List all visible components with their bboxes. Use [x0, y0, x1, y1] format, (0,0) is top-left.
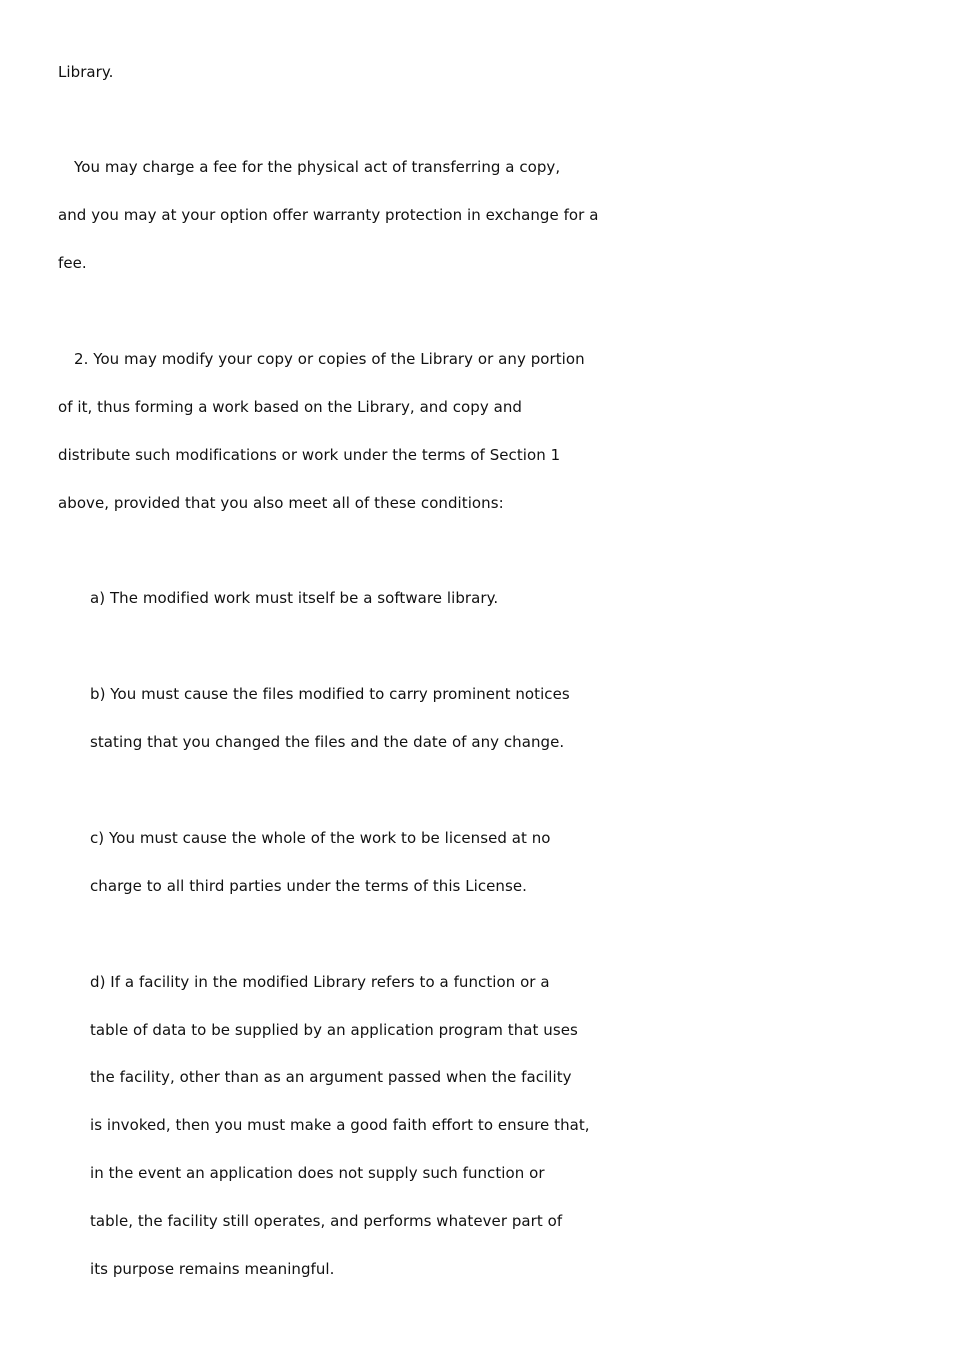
text-line: 2. You may modify your copy or copies of the Library or any portion: [74, 350, 585, 368]
text-line: of it, thus forming a work based on the Library, and copy and: [58, 398, 522, 416]
text-line: c) You must cause the whole of the work to be licensed at no: [90, 829, 551, 847]
text-line: in the event an application does not supply such function or: [90, 1164, 545, 1182]
text-line: distribute such modifications or work under the terms of Section 1: [58, 446, 561, 464]
text-line: and you may at your option offer warranty protection in exchange for a: [58, 206, 599, 224]
text-line: Library.: [58, 63, 114, 81]
text-line: a) The modified work must itself be a software library.: [90, 589, 499, 607]
text-line: table of data to be supplied by an application program that uses: [90, 1021, 578, 1039]
text-line: above, provided that you also meet all of these conditions:: [58, 494, 504, 512]
text-line: the facility, other than as an argument passed when the facility: [90, 1068, 572, 1086]
text-line: fee.: [58, 254, 87, 272]
text-line: charge to all third parties under the terms of this License.: [90, 877, 527, 895]
text-line: b) You must cause the files modified to carry prominent notices: [90, 685, 570, 703]
text-line: d) If a facility in the modified Library refers to a function or a: [90, 973, 550, 991]
text-line: is invoked, then you must make a good faith effort to ensure that,: [90, 1116, 590, 1134]
text-line: stating that you changed the files and the date of any change.: [90, 733, 565, 751]
text-line: table, the facility still operates, and performs whatever part of: [90, 1212, 563, 1230]
text-line: its purpose remains meaningful.: [90, 1260, 335, 1278]
text-line: You may charge a fee for the physical act of transferring a copy,: [74, 158, 561, 176]
